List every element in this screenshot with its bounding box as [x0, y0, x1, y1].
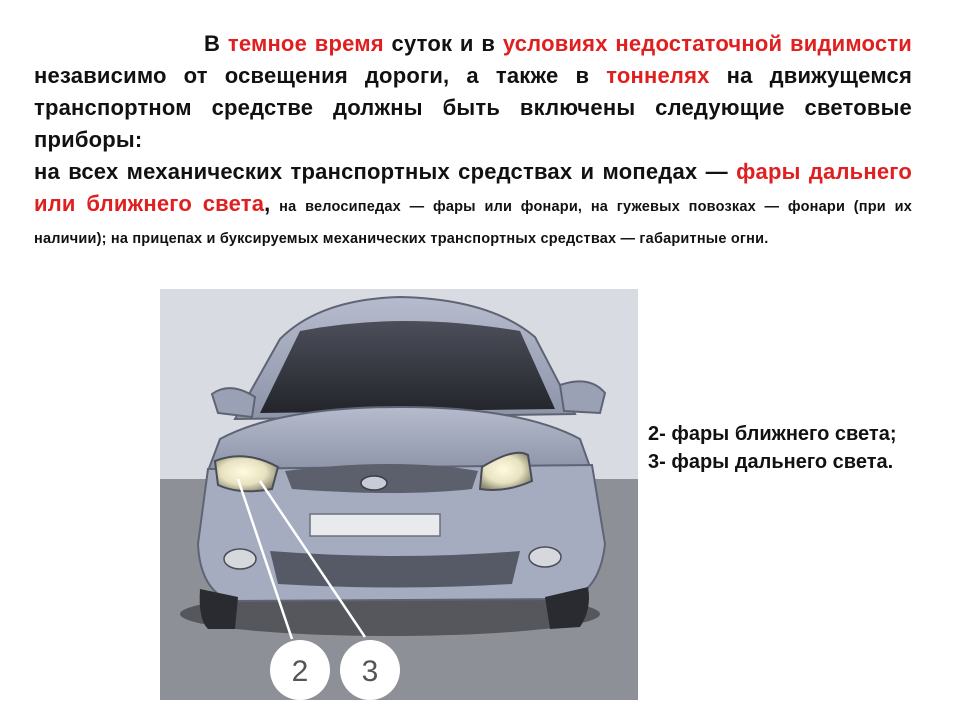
- left-mirror: [212, 388, 255, 417]
- paragraph-vehicles-small: на велосипедах — фары или фонари, на гужевых повозках — фонари (при их наличии); на прицепах и буксируемых механических транспортных средствах — габаритные огни.: [34, 199, 912, 247]
- lower-intake: [270, 551, 520, 588]
- paragraph-vehicles: на всех механических транспортных средствах и мопедах — фары дальнего или ближнего света, на велосипедах — фары или фонари, на гужевых повозках — фонари (при их наличии); на прицепах и буксируемых механических транспортных средствах — габаритные огни.: [34, 159, 912, 247]
- left-fog-light: [224, 549, 256, 569]
- left-headlight: [215, 456, 278, 491]
- car-illustration: [160, 289, 638, 700]
- right-fog-light: [529, 547, 561, 567]
- right-mirror: [560, 381, 605, 413]
- license-plate: [310, 514, 440, 536]
- highlight-dark-time: темное время: [227, 31, 384, 56]
- highlight-headlights: фары дальнего или ближнего света: [34, 159, 912, 216]
- highlight-tunnels: тоннелях: [606, 63, 710, 88]
- emblem: [361, 476, 387, 490]
- caption-low-beam: 2- фары ближнего света;: [648, 423, 897, 445]
- paragraph-dark-time: В темное время суток и в условиях недостаточной видимости независимо от освещения дороги, а также в тоннелях на движущемся транспортном средстве должны быть включены следующие световые приборы:: [34, 31, 912, 152]
- rule-text: [34, 28, 912, 252]
- car-front-photo: [160, 289, 638, 700]
- callout-label-2: 2: [291, 655, 309, 688]
- callout-label-3: 3: [361, 655, 379, 688]
- caption-high-beam: 3- фары дальнего света.: [648, 451, 894, 473]
- figure-caption: [648, 420, 908, 476]
- highlight-low-visibility: условиях недостаточной видимости: [502, 31, 912, 56]
- windshield: [260, 321, 555, 413]
